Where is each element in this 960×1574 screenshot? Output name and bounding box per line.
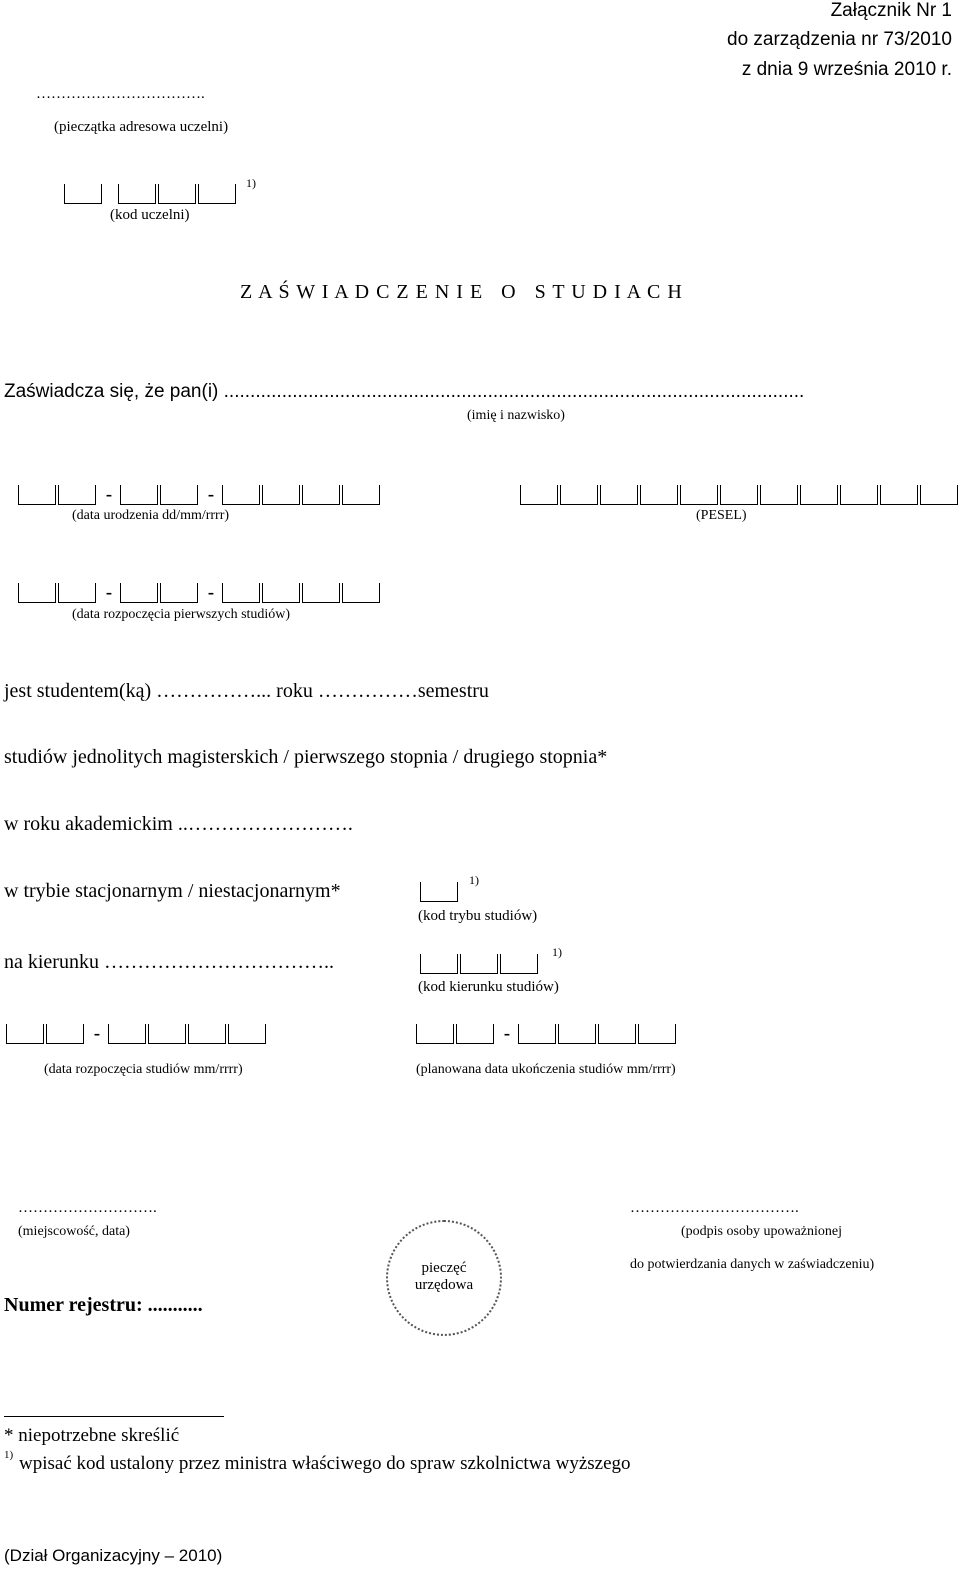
- field-code-label: (kod kierunku studiów): [418, 979, 559, 995]
- student-line: jest studentem(ką) ……………... roku ……………semestru: [4, 680, 489, 702]
- study-mode-code-box[interactable]: [420, 880, 460, 902]
- field-of-study-line: na kierunku ……………………………..: [4, 951, 334, 973]
- institution-stamp-dots: …………………………….: [36, 86, 205, 102]
- institution-stamp-label: (pieczątka adresowa uczelni): [54, 119, 229, 135]
- register-number: Numer rejestru: ...........: [4, 1294, 203, 1316]
- birth-date-label: (data urodzenia dd/mm/rrrr): [72, 508, 230, 523]
- birth-date-boxes[interactable]: - -: [18, 483, 382, 505]
- start-date-boxes[interactable]: -: [6, 1022, 268, 1044]
- pesel-label: (PESEL): [696, 508, 747, 523]
- study-mode-code-label: (kod trybu studiów): [418, 908, 538, 924]
- footnote-marker: 1): [4, 1449, 14, 1461]
- place-date-label: (miejscowość, data): [18, 1224, 130, 1239]
- footnote-marker: 1): [552, 945, 562, 959]
- study-type-line: studiów jednolitych magisterskich / pierwszego stopnia / drugiego stopnia*: [4, 746, 608, 768]
- attachment-decree: do zarządzenia nr 73/2010: [727, 29, 952, 50]
- field-code-boxes[interactable]: [420, 952, 540, 974]
- stamp-text-2: urzędowa: [414, 1277, 474, 1293]
- first-studies-date-boxes[interactable]: - -: [18, 581, 382, 603]
- end-date-label: (planowana data ukończenia studiów mm/rrrr): [416, 1062, 676, 1077]
- institution-code-label: (kod uczelni): [110, 207, 190, 223]
- academic-year-line: w roku akademickim ..…………………….: [4, 813, 353, 835]
- name-label: (imię i nazwisko): [467, 408, 565, 423]
- signature-dots: …………………………….: [630, 1200, 799, 1216]
- attachment-date: z dnia 9 września 2010 r.: [741, 59, 952, 80]
- footer: (Dział Organizacyjny – 2010): [4, 1546, 223, 1565]
- footnote-1-text: wpisać kod ustalony przez ministra właściwego do spraw szkolnictwa wyższego: [19, 1453, 631, 1474]
- pesel-boxes[interactable]: [520, 483, 960, 505]
- footnote-marker: 1): [469, 873, 479, 887]
- certify-text: Zaświadcza się, że pan(i) ..............................................................................................................: [4, 381, 805, 402]
- first-studies-label: (data rozpoczęcia pierwszych studiów): [72, 607, 291, 622]
- start-date-label: (data rozpoczęcia studiów mm/rrrr): [44, 1062, 243, 1077]
- document-title: Z A Ś W I A D C Z E N I E O S T U D I A C H: [240, 281, 683, 303]
- footnote-divider: [4, 1416, 224, 1417]
- signature-label-2: do potwierdzania danych w zaświadczeniu): [630, 1257, 875, 1272]
- official-stamp-circle: [386, 1220, 502, 1336]
- stamp-text-1: pieczęć: [421, 1260, 467, 1276]
- signature-label: (podpis osoby upoważnionej: [681, 1224, 842, 1239]
- footnote-marker: 1): [246, 176, 256, 190]
- place-date-dots: ……………………….: [18, 1200, 157, 1216]
- institution-code-boxes[interactable]: [64, 182, 238, 204]
- end-date-boxes[interactable]: -: [416, 1022, 678, 1044]
- footnote-asterisk: * niepotrzebne skreślić: [4, 1425, 180, 1446]
- study-mode-line: w trybie stacjonarnym / niestacjonarnym*: [4, 880, 341, 902]
- attachment-number: Załącznik Nr 1: [830, 0, 952, 21]
